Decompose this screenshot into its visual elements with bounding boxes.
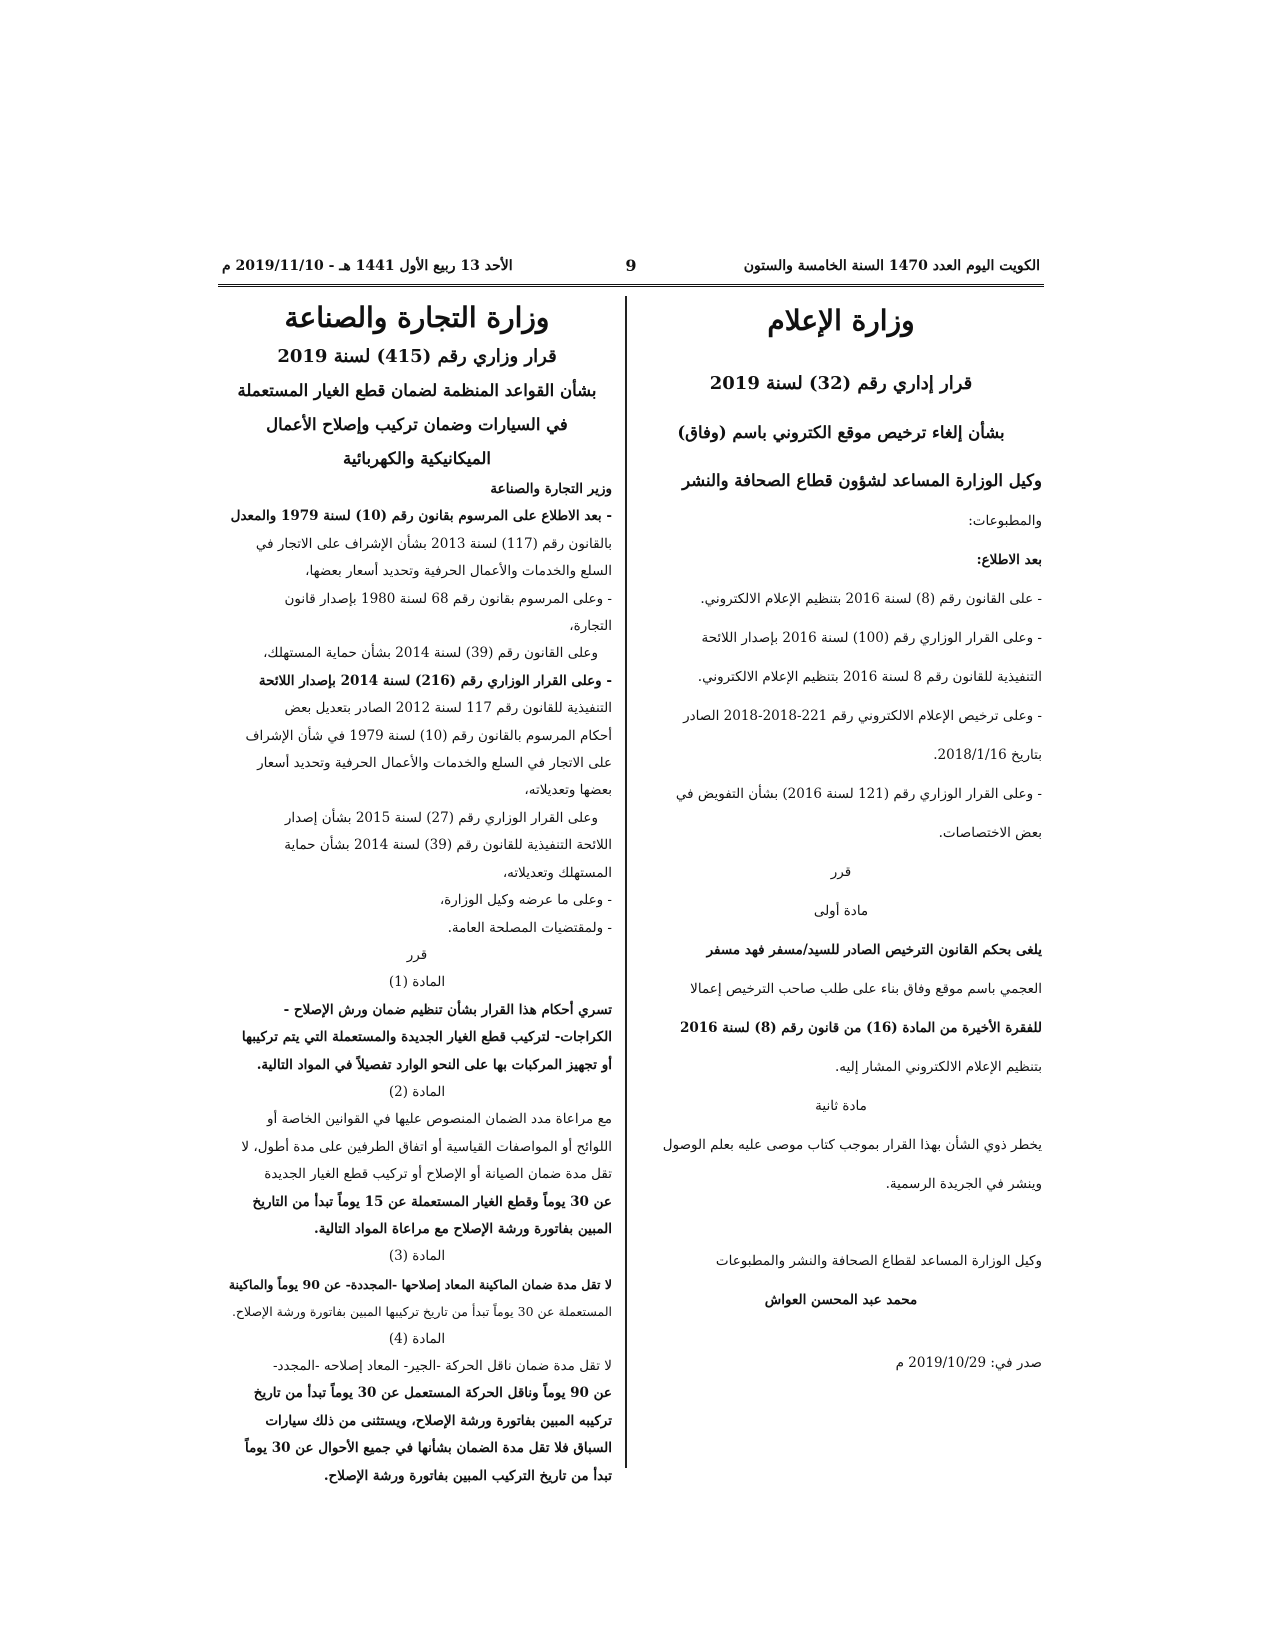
signatory-name: محمد عبد المحسن العواش bbox=[764, 1292, 918, 1308]
preamble-line: التنفيذية للقانون رقم 117 لسنة 2012 الصادر بتعديل بعض bbox=[284, 700, 612, 717]
article-3-line: لا تقل مدة ضمان الماكينة المعاد إصلاحها -المجددة- عن 90 يوماً والماكينة bbox=[228, 1276, 612, 1292]
preamble-line: التنفيذية للقانون رقم 8 لسنة 2016 بتنظيم الإعلام الالكتروني. bbox=[697, 669, 1042, 685]
article-1-line: يلغى بحكم القانون الترخيص الصادر للسيد/مسفر فهد مسفر bbox=[706, 942, 1042, 958]
decision-subject-line: بشأن القواعد المنظمة لضمان قطع الغيار المستعملة bbox=[237, 381, 597, 400]
column-divider bbox=[625, 296, 627, 1468]
preamble-line: - وعلى القرار الوزاري رقم (216) لسنة 2014 بإصدار اللائحة bbox=[258, 672, 612, 689]
preamble-line: - ولمقتضيات المصلحة العامة. bbox=[447, 919, 612, 936]
preamble-line: بالقانون رقم (117) لسنة 2013 بشأن الإشراف على الاتجار في bbox=[255, 535, 612, 552]
article-2-line: يخطر ذوي الشأن بهذا القرار بموجب كتاب موصى عليه بعلم الوصول bbox=[662, 1137, 1042, 1153]
article-4-line: تركيبه المبين بفاتورة ورشة الإصلاح، ويستثنى من ذلك سيارات bbox=[265, 1412, 612, 1429]
article-1-line: للفقرة الأخيرة من المادة (16) من قانون رقم (8) لسنة 2016 bbox=[679, 1020, 1042, 1036]
decision-title: قرار وزاري رقم (415) لسنة 2019 bbox=[277, 346, 557, 367]
article-4-line: السباق فلا تقل مدة الضمان بشأنها في جميع الأحوال عن 30 يوماً bbox=[244, 1440, 612, 1457]
right-column bbox=[640, 298, 1042, 1383]
article-2-line: المبين بفاتورة ورشة الإصلاح مع مراعاة المواد التالية. bbox=[314, 1220, 612, 1237]
article-1-line: أو تجهيز المركبات بها على النحو الوارد تفصيلاً في المواد التالية. bbox=[256, 1056, 612, 1073]
decision-title: قرار إداري رقم (32) لسنة 2019 bbox=[709, 373, 973, 394]
preamble-line: بتاريخ 2018/1/16. bbox=[933, 747, 1042, 763]
after-review-heading: بعد الاطلاع: bbox=[976, 552, 1042, 568]
preamble-line: بعض الاختصاصات. bbox=[938, 825, 1042, 841]
preamble-line: بعضها وتعديلاته، bbox=[524, 782, 612, 799]
article-3-line: المستعملة عن 30 يوماً تبدأ من تاريخ تركيبها المبين بفاتورة ورشة الإصلاح. bbox=[231, 1304, 612, 1320]
preamble-line: - على القانون رقم (8) لسنة 2016 بتنظيم الإعلام الالكتروني. bbox=[700, 591, 1042, 607]
article-4-line: عن 90 يوماً وناقل الحركة المستعمل عن 30 يوماً تبدأ من تاريخ bbox=[253, 1385, 612, 1402]
article-1-line: العجمي باسم موقع وفاق بناء على طلب صاحب الترخيص إعمالا bbox=[690, 981, 1042, 997]
article-2-line: عن 30 يوماً وقطع الغيار المستعملة عن 15 يوماً تبدأ من التاريخ bbox=[252, 1193, 612, 1210]
preamble-line: على الاتجار في السلع والخدمات والأعمال الحرفية وتحديد أسعار bbox=[257, 755, 612, 772]
preamble-line: أحكام المرسوم بالقانون رقم (10) لسنة 1979 في شأن الإشراف bbox=[245, 727, 612, 744]
decided-heading: قرر bbox=[406, 946, 428, 963]
ministry-title: وزارة التجارة والصناعة bbox=[284, 301, 550, 334]
preamble-line: - وعلى القرار الوزاري رقم (121 لسنة 2016) بشأن التفويض في bbox=[675, 786, 1042, 802]
article-4-title: المادة (4) bbox=[388, 1330, 446, 1347]
issue-date: الأحد 13 ربيع الأول 1441 هـ - 2019/11/10 م bbox=[222, 258, 513, 274]
preamble-line: - وعلى ما عرضه وكيل الوزارة، bbox=[439, 892, 612, 909]
preamble-line: التجارة، bbox=[569, 618, 612, 635]
decision-subject: بشأن إلغاء ترخيص موقع الكتروني باسم (وفاق) bbox=[677, 423, 1005, 442]
gazette-issue: الكويت اليوم العدد 1470 السنة الخامسة والستون bbox=[743, 258, 1040, 274]
signatory-title: وكيل الوزارة المساعد لقطاع الصحافة والنشر والمطبوعات bbox=[715, 1253, 1042, 1269]
preamble-line: - بعد الاطلاع على المرسوم بقانون رقم (10) لسنة 1979 والمعدل bbox=[230, 508, 612, 525]
preamble-line: وعلى القانون رقم (39) لسنة 2014 بشأن حماية المستهلك، bbox=[263, 645, 598, 662]
article-1-line: الكراجات- لتركيب قطع الغيار الجديدة والمستعملة التي يتم تركيبها bbox=[241, 1029, 612, 1046]
article-3-title: المادة (3) bbox=[388, 1248, 446, 1265]
ministry-title: وزارة الإعلام bbox=[767, 304, 915, 337]
article-2-line: وينشر في الجريدة الرسمية. bbox=[885, 1176, 1042, 1192]
preamble-line: - وعلى ترخيص الإعلام الالكتروني رقم 221-2018-2018 الصادر bbox=[683, 708, 1042, 724]
article-1-line: تسري أحكام هذا القرار بشأن تنظيم ضمان ورش الإصلاح - bbox=[283, 1001, 612, 1018]
decided-heading: قرر bbox=[830, 864, 852, 880]
decision-subject-line: الميكانيكية والكهربائية bbox=[343, 449, 491, 468]
article-4-line: تبدأ من تاريخ التركيب المبين بفاتورة ورشة الإصلاح. bbox=[323, 1467, 612, 1484]
preamble-line: اللائحة التنفيذية للقانون رقم (39) لسنة 2014 بشأن حماية bbox=[284, 837, 612, 854]
issue-date-footer: صدر في: 2019/10/29 م bbox=[895, 1355, 1042, 1371]
article-1-title: مادة أولى bbox=[813, 903, 869, 919]
page-header bbox=[218, 254, 1044, 287]
decision-subject-line: في السيارات وضمان تركيب وإصلاح الأعمال bbox=[266, 415, 568, 434]
preamble-line: - وعلى القرار الوزاري رقم (100) لسنة 2016 بإصدار اللائحة bbox=[701, 630, 1042, 646]
preamble-line: - وعلى المرسوم بقانون رقم 68 لسنة 1980 بإصدار قانون bbox=[284, 590, 612, 607]
preamble-line: المستهلك وتعديلاته، bbox=[502, 864, 612, 881]
article-2-line: تقل مدة ضمان الصيانة أو الإصلاح أو تركيب قطع الغيار الجديدة bbox=[264, 1166, 612, 1183]
article-1-title: المادة (1) bbox=[388, 974, 446, 991]
article-2-title: المادة (2) bbox=[388, 1083, 446, 1100]
page-number: 9 bbox=[625, 256, 637, 275]
preamble-line: السلع والخدمات والأعمال الحرفية وتحديد أسعار بعضها، bbox=[305, 563, 612, 580]
left-column bbox=[222, 296, 612, 1490]
article-4-line: لا تقل مدة ضمان ناقل الحركة -الجير- المعاد إصلاحه -المجدد- bbox=[272, 1358, 612, 1374]
article-1-line: بتنظيم الإعلام الالكتروني المشار إليه. bbox=[834, 1059, 1042, 1075]
minister-heading: وزير التجارة والصناعة bbox=[490, 481, 612, 497]
authority-continuation: والمطبوعات: bbox=[968, 513, 1042, 529]
article-2-line: اللوائح أو المواصفات القياسية أو اتفاق الطرفين على مدة أطول، لا bbox=[241, 1138, 612, 1155]
article-2-line: مع مراعاة مدد الضمان المنصوص عليها في القوانين الخاصة أو bbox=[266, 1111, 612, 1128]
preamble-line: وعلى القرار الوزاري رقم (27) لسنة 2015 بشأن إصدار bbox=[284, 809, 598, 826]
article-2-title: مادة ثانية bbox=[815, 1098, 867, 1114]
authority-line: وكيل الوزارة المساعد لشؤون قطاع الصحافة والنشر bbox=[682, 471, 1042, 490]
